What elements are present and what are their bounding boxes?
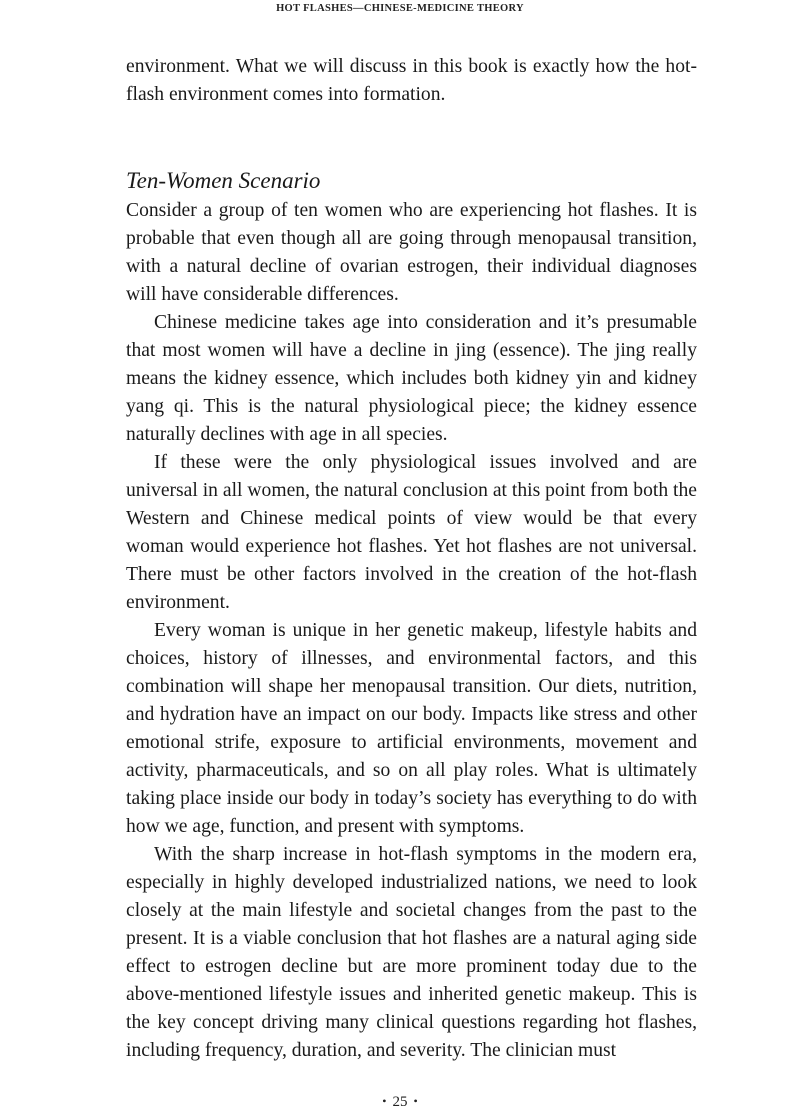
section-heading: Ten-Women Scenario [126,168,321,193]
paragraph-5: With the sharp increase in hot-flash symptoms in the modern era, especially in highly developed industrialized nations, we need to look closely at the main lifestyle and societal changes from the past to the present. It is a viable conclusion that hot flashes are a natural aging side effect to estrogen decline but are more prominent today due to the above-mentioned lifestyle issues and inherited genetic makeup. This is the key concept driving many clinical questions regarding hot flashes, including frequency, duration, and severity. The clinician must [126,844,697,1061]
paragraph-2: Chinese medicine takes age into consideration and it’s presumable that most women will have a decline in jing (essence). The jing really means the kidney essence, which includes both kidney yin and kidney yang qi. This is the natural physiological piece; the kidney essence naturally declines with age in all species. [126,312,697,445]
running-head: HOT FLASHES—CHINESE-MEDICINE THEORY [276,3,524,14]
right-bullet: • [413,1094,418,1108]
paragraph-4: Every woman is unique in her genetic makeup, lifestyle habits and choices, history of illnesses, and environmental factors, and this combination will shape her menopausal transition. Our diets, nutrition, and hydration have an impact on our body. Impacts like stress and other emotional strife, exposure to artificial environments, movement and activity, pharmaceuticals, and so on all play roles. What is ultimately taking place inside our body in today’s society has everything to do with how we age, function, and present with symptoms. [126,620,697,837]
opening-paragraph: environment. What we will discuss in this book is exactly how the hot-flash environment comes into formation. [126,56,697,105]
text-block [126,53,697,1065]
page-number: 25 [392,1094,408,1110]
paragraph-3: If these were the only physiological issues involved and are universal in all women, the natural conclusion at this point from both the Western and Chinese medical points of view would be that every woman would experience hot flashes. Yet hot flashes are not universal. There must be other factors involved in the creation of the hot-flash environment. [126,452,697,613]
paragraph-1: Consider a group of ten women who are experiencing hot flashes. It is probable that even though all are going through menopausal transition, with a natural decline of ovarian estrogen, their individual diagnoses will have considerable differences. [126,200,697,305]
left-bullet: • [382,1094,387,1108]
page-footer [0,1094,800,1111]
